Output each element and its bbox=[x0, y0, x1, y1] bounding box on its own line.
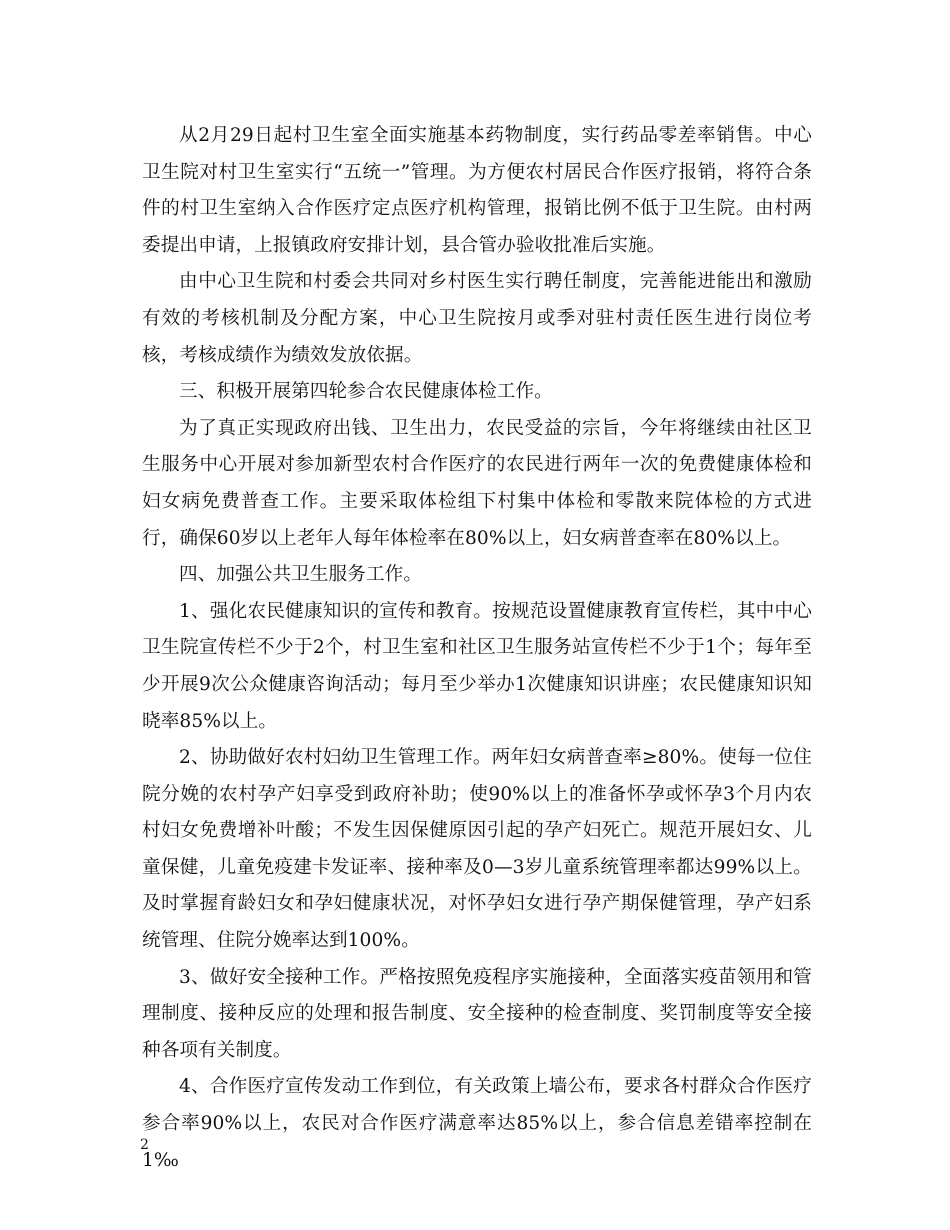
paragraph: 1、强化农民健康知识的宣传和教育。按规范设置健康教育宣传栏，其中中心卫生院宣传栏不少于2个，村卫生室和社区卫生服务站宣传栏不少于1个；每年至少开展9次公众健康咨询活动；每月至少举办1次健康知识讲座；农民健康知识知晓率85%以上。 bbox=[142, 600, 812, 732]
paragraph: 4、合作医疗宣传发动工作到位，有关政策上墙公布，要求各村群众合作医疗参合率90%以上，农民对合作医疗满意率达85%以上，参合信息差错率控制在1‰ bbox=[142, 1076, 812, 1171]
paragraph: 为了真正实现政府出钱、卫生出力，农民受益的宗旨，今年将继续由社区卫生服务中心开展对参加新型农村合作医疗的农民进行两年一次的免费健康体检和妇女病免费普查工作。主要采取体检组下村集中体检和零散来院体检的方式进行，确保60岁以上老年人每年体检率在80%以上，妇女病普查率在80%以上。 bbox=[142, 417, 812, 549]
paragraph: 由中心卫生院和村委会共同对乡村医生实行聘任制度，完善能进能出和激励有效的考核机制及分配方案，中心卫生院按月或季对驻村责任医生进行岗位考核，考核成绩作为绩效发放依据。 bbox=[142, 271, 812, 366]
section-heading: 三、积极开展第四轮参合农民健康体检工作。 bbox=[179, 381, 553, 403]
document-body bbox=[142, 118, 812, 1179]
page-number: 2 bbox=[140, 1137, 149, 1153]
paragraph: 从2月29日起村卫生室全面实施基本药物制度，实行药品零差率销售。中心卫生院对村卫生室实行“五统一”管理。为方便农村居民合作医疗报销，将符合条件的村卫生室纳入合作医疗定点医疗机构管理，报销比例不低于卫生院。由村两委提出申请，上报镇政府安排计划，县合管办验收批准后实施。 bbox=[142, 125, 812, 256]
paragraph: 2、协助做好农村妇幼卫生管理工作。两年妇女病普查率≥80%。使每一位住院分娩的农村孕产妇享受到政府补助；使90%以上的准备怀孕或怀孕3个月内农村妇女免费增补叶酸；不发生因保健原因引起的孕产妇死亡。规范开展妇女、儿童保健，儿童免疫建卡发证率、接种率及0—3岁儿童系统管理率都达99%以上。及时掌握育龄妇女和孕妇健康状况，对怀孕妇女进行孕产期保健管理，孕产妇系统管理、住院分娩率达到100%。 bbox=[142, 747, 812, 952]
paragraph: 3、做好安全接种工作。严格按照免疫程序实施接种，全面落实疫苗领用和管理制度、接种反应的处理和报告制度、安全接种的检查制度、奖罚制度等安全接种各项有关制度。 bbox=[142, 966, 812, 1061]
section-heading: 四、加强公共卫生服务工作。 bbox=[179, 564, 423, 586]
